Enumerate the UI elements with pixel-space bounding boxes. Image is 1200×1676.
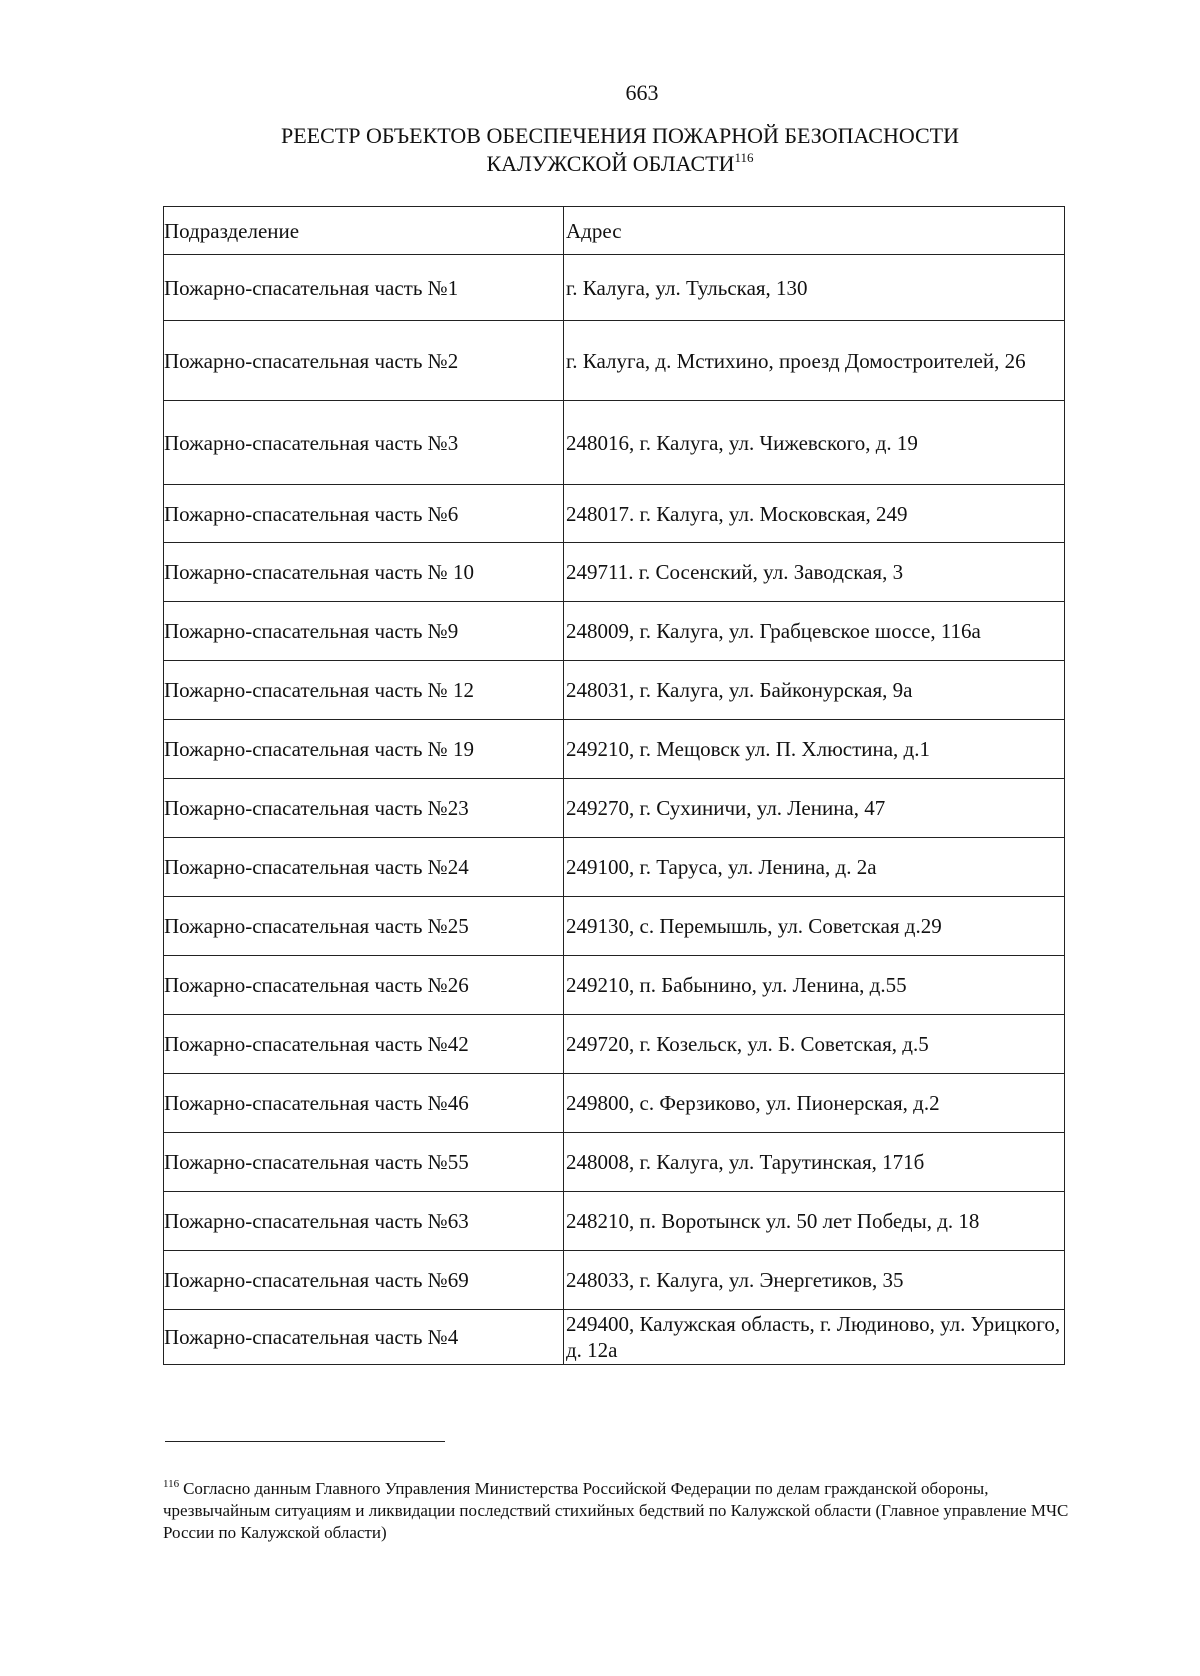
table-row <box>164 602 1065 661</box>
unit-cell: Пожарно-спасательная часть №69 <box>164 1251 564 1310</box>
footnote-divider <box>165 1441 445 1442</box>
table-row <box>164 401 1065 485</box>
unit-cell: Пожарно-спасательная часть №46 <box>164 1074 564 1133</box>
table-row <box>164 255 1065 321</box>
table-row <box>164 1074 1065 1133</box>
title-footnote-ref: 116 <box>734 150 754 165</box>
table-row <box>164 1251 1065 1310</box>
address-cell: 249400, Калужская область, г. Людиново, ул. Урицкого, д. 12а <box>564 1310 1065 1365</box>
address-cell: 249100, г. Таруса, ул. Ленина, д. 2а <box>564 838 1065 897</box>
address-cell: 249210, г. Мещовск ул. П. Хлюстина, д.1 <box>564 720 1065 779</box>
table-row <box>164 485 1065 543</box>
title-line-2-text: КАЛУЖСКОЙ ОБЛАСТИ <box>486 151 735 176</box>
unit-cell: Пожарно-спасательная часть №26 <box>164 956 564 1015</box>
address-cell: 249130, с. Перемышль, ул. Советская д.29 <box>564 897 1065 956</box>
unit-cell: Пожарно-спасательная часть №55 <box>164 1133 564 1192</box>
unit-cell: Пожарно-спасательная часть №63 <box>164 1192 564 1251</box>
header-unit: Подразделение <box>164 207 564 255</box>
address-cell: г. Калуга, д. Мстихино, проезд Домостроителей, 26 <box>564 321 1065 401</box>
address-cell: 248017. г. Калуга, ул. Московская, 249 <box>564 485 1065 543</box>
table-row <box>164 838 1065 897</box>
unit-cell: Пожарно-спасательная часть №3 <box>164 401 564 485</box>
table-row <box>164 720 1065 779</box>
table-row <box>164 661 1065 720</box>
title-line-1: РЕЕСТР ОБЪЕКТОВ ОБЕСПЕЧЕНИЯ ПОЖАРНОЙ БЕЗОПАСНОСТИ <box>280 123 959 148</box>
table-row <box>164 1133 1065 1192</box>
unit-cell: Пожарно-спасательная часть №2 <box>164 321 564 401</box>
title-line-2 <box>0 150 1200 178</box>
address-cell: 248033, г. Калуга, ул. Энергетиков, 35 <box>564 1251 1065 1310</box>
table-row <box>164 779 1065 838</box>
address-cell: 248008, г. Калуга, ул. Тарутинская, 171б <box>564 1133 1065 1192</box>
unit-cell: Пожарно-спасательная часть №1 <box>164 255 564 321</box>
fire-safety-registry-table <box>163 206 1065 1365</box>
unit-cell: Пожарно-спасательная часть №42 <box>164 1015 564 1074</box>
unit-cell: Пожарно-спасательная часть №9 <box>164 602 564 661</box>
header-address: Адрес <box>564 207 1065 255</box>
unit-cell: Пожарно-спасательная часть №6 <box>164 485 564 543</box>
unit-cell: Пожарно-спасательная часть №24 <box>164 838 564 897</box>
table-row <box>164 1192 1065 1251</box>
unit-cell: Пожарно-спасательная часть №4 <box>164 1310 564 1365</box>
address-cell: 249800, с. Ферзиково, ул. Пионерская, д.2 <box>564 1074 1065 1133</box>
registry-table-body <box>164 207 1065 1365</box>
address-cell: 249270, г. Сухиничи, ул. Ленина, 47 <box>564 779 1065 838</box>
table-row <box>164 1310 1065 1365</box>
address-cell: 248016, г. Калуга, ул. Чижевского, д. 19 <box>564 401 1065 485</box>
footnote <box>163 1478 1083 1544</box>
unit-cell: Пожарно-спасательная часть № 19 <box>164 720 564 779</box>
unit-cell: Пожарно-спасательная часть №23 <box>164 779 564 838</box>
unit-cell: Пожарно-спасательная часть № 12 <box>164 661 564 720</box>
table-row <box>164 897 1065 956</box>
unit-cell: Пожарно-спасательная часть № 10 <box>164 543 564 602</box>
footnote-marker: 116 <box>163 1478 180 1490</box>
address-cell: г. Калуга, ул. Тульская, 130 <box>564 255 1065 321</box>
address-cell: 249720, г. Козельск, ул. Б. Советская, д.5 <box>564 1015 1065 1074</box>
page-number: 663 <box>625 80 659 105</box>
table-header-row <box>164 207 1065 255</box>
unit-cell: Пожарно-спасательная часть №25 <box>164 897 564 956</box>
table-row <box>164 1015 1065 1074</box>
address-cell: 248009, г. Калуга, ул. Грабцевское шоссе, 116а <box>564 602 1065 661</box>
document-title <box>0 122 1200 178</box>
address-cell: 248031, г. Калуга, ул. Байконурская, 9а <box>564 661 1065 720</box>
address-cell: 249711. г. Сосенский, ул. Заводская, 3 <box>564 543 1065 602</box>
table-row <box>164 321 1065 401</box>
address-cell: 248210, п. Воротынск ул. 50 лет Победы, д. 18 <box>564 1192 1065 1251</box>
table-row <box>164 543 1065 602</box>
table-row <box>164 956 1065 1015</box>
footnote-text: Согласно данным Главного Управления Министерства Российской Федерации по делам гражданской обороны, чрезвычайным ситуациям и ликвидации последствий стихийных бедствий по Калужской области (Главное управление МЧС России по Калужской области) <box>163 1479 1069 1542</box>
address-cell: 249210, п. Бабынино, ул. Ленина, д.55 <box>564 956 1065 1015</box>
